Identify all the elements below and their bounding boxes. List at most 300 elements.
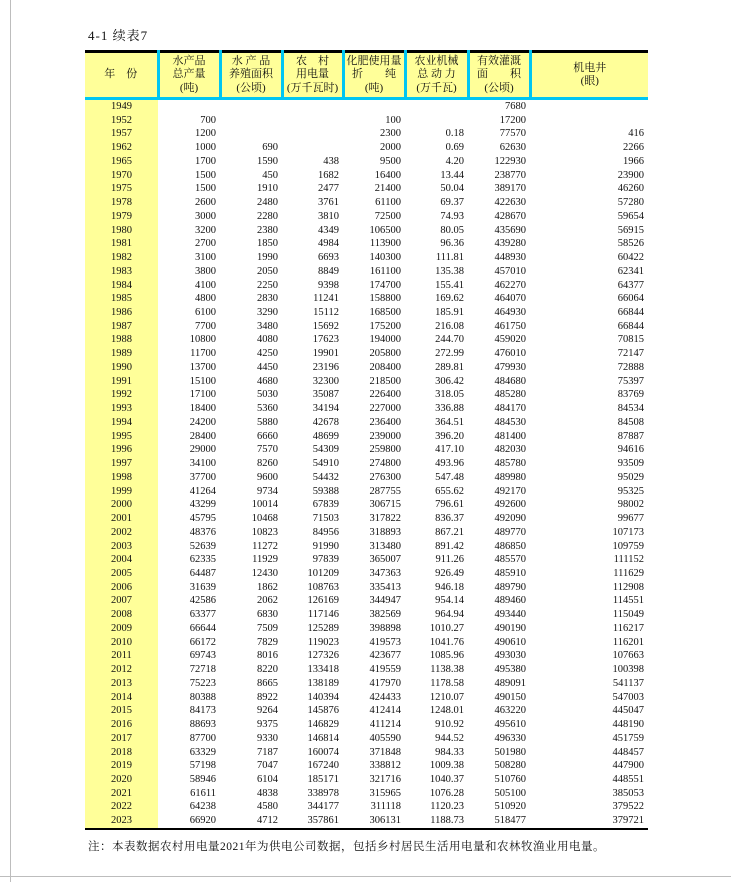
value-cell: 490190 bbox=[494, 622, 526, 634]
value-cell: 4349 bbox=[318, 224, 339, 236]
year-cell: 1981 bbox=[85, 237, 158, 251]
value-cell: 450 bbox=[262, 169, 278, 181]
value-cell: 3761 bbox=[318, 197, 339, 209]
value-cell: 58946 bbox=[189, 773, 216, 785]
value-cell: 493.96 bbox=[435, 458, 464, 470]
table-row bbox=[85, 388, 648, 402]
value-cell: 448457 bbox=[612, 746, 644, 758]
table-row bbox=[85, 800, 648, 814]
value-cell: 287755 bbox=[369, 485, 401, 497]
value-cell: 59654 bbox=[617, 210, 644, 222]
table-row bbox=[85, 787, 648, 801]
year-cell: 1999 bbox=[85, 485, 158, 499]
value-cell: 479930 bbox=[494, 361, 526, 373]
table-row bbox=[85, 540, 648, 554]
year-cell: 1989 bbox=[85, 347, 158, 361]
value-cell: 311118 bbox=[370, 801, 401, 813]
year-cell: 2003 bbox=[85, 540, 158, 554]
value-cell bbox=[282, 127, 343, 141]
value-cell: 335413 bbox=[369, 581, 401, 593]
value-cell: 11272 bbox=[252, 540, 278, 552]
value-cell: 318893 bbox=[369, 526, 401, 538]
year-cell: 1990 bbox=[85, 361, 158, 375]
value-cell bbox=[282, 141, 343, 155]
value-cell: 398898 bbox=[369, 622, 401, 634]
value-cell: 72718 bbox=[189, 664, 216, 676]
table-row bbox=[85, 704, 648, 718]
value-cell: 109759 bbox=[612, 540, 644, 552]
value-cell: 357861 bbox=[307, 815, 339, 827]
value-cell: 1500 bbox=[195, 183, 216, 195]
value-cell bbox=[158, 99, 220, 114]
value-cell: 21400 bbox=[374, 183, 401, 195]
value-cell: 493030 bbox=[494, 650, 526, 662]
value-cell: 3000 bbox=[195, 210, 216, 222]
value-cell: 0.69 bbox=[445, 142, 464, 154]
table-row bbox=[85, 99, 648, 114]
value-cell: 119023 bbox=[307, 636, 339, 648]
value-cell: 84534 bbox=[617, 403, 644, 415]
value-cell: 15692 bbox=[312, 320, 339, 332]
table-row bbox=[85, 471, 648, 485]
value-cell: 4100 bbox=[195, 279, 216, 291]
value-cell: 205800 bbox=[369, 348, 401, 360]
table-row bbox=[85, 759, 648, 773]
year-cell: 2012 bbox=[85, 663, 158, 677]
value-cell: 836.37 bbox=[435, 513, 464, 525]
value-cell: 8220 bbox=[257, 664, 278, 676]
table-row bbox=[85, 279, 648, 293]
value-cell: 114551 bbox=[612, 595, 644, 607]
value-cell: 100 bbox=[385, 114, 401, 126]
value-cell: 41264 bbox=[189, 485, 216, 497]
value-cell: 1138.38 bbox=[430, 664, 464, 676]
value-cell: 62630 bbox=[499, 142, 526, 154]
value-cell: 690 bbox=[262, 142, 278, 154]
value-cell: 2062 bbox=[257, 595, 278, 607]
value-cell: 64377 bbox=[617, 279, 644, 291]
value-cell: 485910 bbox=[494, 567, 526, 579]
value-cell: 3290 bbox=[257, 307, 278, 319]
value-cell: 274800 bbox=[369, 458, 401, 470]
value-cell: 7829 bbox=[257, 636, 278, 648]
year-cell: 2011 bbox=[85, 649, 158, 663]
value-cell: 321716 bbox=[369, 773, 401, 785]
value-cell: 259800 bbox=[369, 444, 401, 456]
value-cell: 867.21 bbox=[435, 526, 464, 538]
value-cell: 3810 bbox=[318, 210, 339, 222]
year-cell: 1962 bbox=[85, 141, 158, 155]
value-cell: 1966 bbox=[623, 155, 644, 167]
value-cell: 6830 bbox=[257, 609, 278, 621]
value-cell: 227000 bbox=[369, 403, 401, 415]
value-cell: 83769 bbox=[617, 389, 644, 401]
value-cell: 216.08 bbox=[435, 320, 464, 332]
value-cell: 112908 bbox=[612, 581, 644, 593]
column-header-line: (眼) bbox=[580, 75, 599, 87]
table-row bbox=[85, 691, 648, 705]
value-cell: 495610 bbox=[494, 719, 526, 731]
value-cell: 1009.38 bbox=[429, 760, 464, 772]
value-cell: 371848 bbox=[369, 746, 401, 758]
value-cell: 2477 bbox=[318, 183, 339, 195]
value-cell: 54309 bbox=[312, 444, 339, 456]
table-row bbox=[85, 663, 648, 677]
year-cell: 1979 bbox=[85, 210, 158, 224]
table-row bbox=[85, 608, 648, 622]
value-cell: 23196 bbox=[312, 361, 339, 373]
column-header-line: 农 村 bbox=[296, 54, 329, 67]
value-cell: 126169 bbox=[307, 595, 339, 607]
column-header-line: 年 份 bbox=[104, 68, 138, 81]
value-cell: 91990 bbox=[312, 540, 339, 552]
value-cell: 8665 bbox=[257, 677, 278, 689]
year-cell: 2004 bbox=[85, 553, 158, 567]
value-cell: 13700 bbox=[189, 361, 216, 373]
value-cell: 423677 bbox=[369, 650, 401, 662]
value-cell: 61100 bbox=[375, 197, 401, 209]
value-cell: 72147 bbox=[617, 348, 644, 360]
value-cell: 100398 bbox=[612, 664, 644, 676]
value-cell: 317822 bbox=[369, 513, 401, 525]
value-cell: 77570 bbox=[499, 128, 526, 140]
value-cell: 419559 bbox=[369, 664, 401, 676]
value-cell: 1682 bbox=[318, 169, 339, 181]
value-cell: 244.70 bbox=[435, 334, 464, 346]
value-cell: 72500 bbox=[374, 210, 401, 222]
value-cell: 18400 bbox=[189, 403, 216, 415]
value-cell: 0.18 bbox=[445, 128, 464, 140]
value-cell: 66064 bbox=[617, 293, 644, 305]
value-cell: 45795 bbox=[189, 513, 216, 525]
value-cell: 4984 bbox=[318, 238, 339, 250]
value-cell: 88693 bbox=[189, 719, 216, 731]
value-cell bbox=[220, 127, 282, 141]
value-cell: 42586 bbox=[189, 595, 216, 607]
value-cell: 3100 bbox=[195, 252, 216, 264]
value-cell: 24200 bbox=[189, 416, 216, 428]
table-row bbox=[85, 443, 648, 457]
year-cell: 1988 bbox=[85, 333, 158, 347]
value-cell: 9500 bbox=[380, 155, 401, 167]
value-cell: 796.61 bbox=[435, 499, 464, 511]
value-cell: 306715 bbox=[369, 499, 401, 511]
value-cell: 175200 bbox=[369, 320, 401, 332]
value-cell: 984.33 bbox=[435, 746, 464, 758]
value-cell: 64238 bbox=[189, 801, 216, 813]
value-cell: 9734 bbox=[257, 485, 278, 497]
column-header-line: 总产量 bbox=[172, 68, 206, 81]
value-cell: 107173 bbox=[612, 526, 644, 538]
value-cell: 464930 bbox=[494, 307, 526, 319]
value-cell: 66844 bbox=[617, 307, 644, 319]
value-cell: 59388 bbox=[312, 485, 339, 497]
value-cell: 71503 bbox=[312, 513, 339, 525]
value-cell: 8849 bbox=[318, 265, 339, 277]
year-cell: 2017 bbox=[85, 732, 158, 746]
value-cell: 66920 bbox=[189, 815, 216, 827]
value-cell: 108763 bbox=[307, 581, 339, 593]
value-cell: 7047 bbox=[257, 760, 278, 772]
value-cell: 95325 bbox=[617, 485, 644, 497]
value-cell: 84173 bbox=[189, 705, 216, 717]
value-cell: 954.14 bbox=[435, 595, 464, 607]
value-cell: 75223 bbox=[189, 677, 216, 689]
value-cell: 1200 bbox=[195, 128, 216, 140]
value-cell: 485780 bbox=[494, 458, 526, 470]
value-cell: 13.44 bbox=[440, 169, 464, 181]
year-cell: 2015 bbox=[85, 704, 158, 718]
value-cell: 238770 bbox=[494, 169, 526, 181]
value-cell: 116217 bbox=[612, 622, 644, 634]
value-cell: 138189 bbox=[307, 677, 339, 689]
value-cell: 396.20 bbox=[435, 430, 464, 442]
value-cell: 336.88 bbox=[435, 403, 464, 415]
value-cell: 4.20 bbox=[445, 155, 464, 167]
value-cell: 226400 bbox=[369, 389, 401, 401]
value-cell: 379721 bbox=[612, 815, 644, 827]
value-cell: 464070 bbox=[494, 293, 526, 305]
table-footnote: 注：本表数据农村用电量2021年为供电公司数据，包括乡村居民生活用电量和农林牧渔业用电量。 bbox=[88, 841, 605, 853]
year-cell: 1983 bbox=[85, 265, 158, 279]
value-cell: 1850 bbox=[257, 238, 278, 250]
value-cell: 69.37 bbox=[440, 197, 464, 209]
value-cell: 185171 bbox=[307, 773, 339, 785]
value-cell: 4838 bbox=[257, 787, 278, 799]
value-cell: 910.92 bbox=[435, 719, 464, 731]
value-cell bbox=[282, 99, 343, 114]
value-cell: 510920 bbox=[494, 801, 526, 813]
value-cell: 8260 bbox=[257, 458, 278, 470]
value-cell: 489770 bbox=[494, 526, 526, 538]
value-cell: 419573 bbox=[369, 636, 401, 648]
value-cell: 964.94 bbox=[435, 609, 464, 621]
value-cell: 111629 bbox=[613, 567, 644, 579]
value-cell: 1700 bbox=[195, 155, 216, 167]
value-cell: 161100 bbox=[369, 265, 401, 277]
value-cell: 1120.23 bbox=[430, 801, 464, 813]
value-cell: 382569 bbox=[369, 609, 401, 621]
value-cell bbox=[530, 99, 648, 114]
year-cell: 1992 bbox=[85, 388, 158, 402]
value-cell: 1040.37 bbox=[429, 773, 464, 785]
column-header-line: (万千瓦时) bbox=[286, 81, 339, 94]
value-cell: 185.91 bbox=[435, 307, 464, 319]
column-header-line: 养殖面积 bbox=[229, 68, 273, 81]
value-cell: 4580 bbox=[257, 801, 278, 813]
table-row bbox=[85, 732, 648, 746]
value-cell: 1210.07 bbox=[429, 691, 464, 703]
value-cell: 6660 bbox=[257, 430, 278, 442]
year-cell: 1965 bbox=[85, 155, 158, 169]
value-cell: 364.51 bbox=[435, 416, 464, 428]
value-cell: 1500 bbox=[195, 169, 216, 181]
value-cell: 3800 bbox=[195, 265, 216, 277]
value-cell: 62341 bbox=[617, 265, 644, 277]
value-cell: 547003 bbox=[612, 691, 644, 703]
year-cell: 1998 bbox=[85, 471, 158, 485]
value-cell: 461750 bbox=[494, 320, 526, 332]
value-cell: 4680 bbox=[257, 375, 278, 387]
value-cell: 50.04 bbox=[440, 183, 464, 195]
table-row bbox=[85, 237, 648, 251]
year-cell: 2019 bbox=[85, 759, 158, 773]
value-cell: 35087 bbox=[312, 389, 339, 401]
value-cell: 417.10 bbox=[435, 444, 464, 456]
value-cell: 10800 bbox=[189, 334, 216, 346]
column-header-line: (吨) bbox=[364, 81, 384, 94]
value-cell: 61611 bbox=[190, 787, 216, 799]
value-cell: 1010.27 bbox=[429, 622, 464, 634]
value-cell: 416 bbox=[628, 128, 644, 140]
value-cell: 490610 bbox=[494, 636, 526, 648]
value-cell: 28400 bbox=[189, 430, 216, 442]
value-cell: 1910 bbox=[257, 183, 278, 195]
value-cell: 482030 bbox=[494, 444, 526, 456]
value-cell: 306.42 bbox=[435, 375, 464, 387]
value-cell: 1990 bbox=[257, 252, 278, 264]
value-cell: 2266 bbox=[623, 142, 644, 154]
value-cell: 11241 bbox=[313, 293, 339, 305]
value-cell: 9375 bbox=[257, 719, 278, 731]
value-cell: 46260 bbox=[617, 183, 644, 195]
value-cell: 167240 bbox=[307, 760, 339, 772]
year-cell: 2006 bbox=[85, 581, 158, 595]
value-cell: 489091 bbox=[494, 677, 526, 689]
value-cell: 140300 bbox=[369, 252, 401, 264]
table-row bbox=[85, 594, 648, 608]
value-cell: 11700 bbox=[190, 348, 216, 360]
value-cell: 484680 bbox=[494, 375, 526, 387]
year-cell: 1957 bbox=[85, 127, 158, 141]
column-header-line: 面 积 bbox=[477, 68, 521, 81]
value-cell: 111152 bbox=[613, 554, 644, 566]
value-cell: 1041.76 bbox=[429, 636, 464, 648]
value-cell: 74.93 bbox=[440, 210, 464, 222]
column-header-rural-electricity bbox=[282, 52, 343, 99]
value-cell: 4712 bbox=[257, 815, 278, 827]
value-cell: 11929 bbox=[252, 554, 278, 566]
value-cell: 96.36 bbox=[440, 238, 464, 250]
value-cell: 347363 bbox=[369, 567, 401, 579]
value-cell: 405590 bbox=[369, 732, 401, 744]
value-cell: 12430 bbox=[251, 567, 278, 579]
value-cell: 946.18 bbox=[435, 581, 464, 593]
value-cell: 34194 bbox=[312, 403, 339, 415]
value-cell: 133418 bbox=[307, 664, 339, 676]
table-row bbox=[85, 141, 648, 155]
value-cell: 493440 bbox=[494, 609, 526, 621]
year-cell: 1949 bbox=[85, 99, 158, 114]
value-cell: 1590 bbox=[257, 155, 278, 167]
value-cell: 9330 bbox=[257, 732, 278, 744]
value-cell: 98002 bbox=[617, 499, 644, 511]
column-header-line: 有效灌溉 bbox=[477, 54, 521, 67]
table-row bbox=[85, 251, 648, 265]
value-cell: 1248.01 bbox=[429, 705, 464, 717]
table-row bbox=[85, 114, 648, 128]
column-header-line: (公顷) bbox=[484, 81, 514, 94]
value-cell: 6693 bbox=[318, 252, 339, 264]
value-cell: 510760 bbox=[494, 773, 526, 785]
value-cell: 2050 bbox=[257, 265, 278, 277]
year-cell: 1997 bbox=[85, 457, 158, 471]
value-cell: 42678 bbox=[312, 416, 339, 428]
value-cell: 4800 bbox=[195, 293, 216, 305]
value-cell bbox=[405, 99, 468, 114]
table-row bbox=[85, 224, 648, 238]
value-cell: 4250 bbox=[257, 348, 278, 360]
value-cell: 16400 bbox=[374, 169, 401, 181]
value-cell: 140394 bbox=[307, 691, 339, 703]
column-header-line: 折 纯 bbox=[352, 68, 396, 81]
value-cell: 3480 bbox=[257, 320, 278, 332]
value-cell: 10468 bbox=[251, 513, 278, 525]
value-cell: 276300 bbox=[369, 471, 401, 483]
value-cell: 505100 bbox=[494, 787, 526, 799]
value-cell: 2380 bbox=[257, 224, 278, 236]
value-cell: 66172 bbox=[189, 636, 216, 648]
value-cell: 448930 bbox=[494, 252, 526, 264]
table-row bbox=[85, 567, 648, 581]
value-cell: 7187 bbox=[257, 746, 278, 758]
table-row bbox=[85, 416, 648, 430]
year-cell: 2010 bbox=[85, 636, 158, 650]
value-cell: 63329 bbox=[189, 746, 216, 758]
value-cell: 80.05 bbox=[440, 224, 464, 236]
value-cell: 168500 bbox=[369, 307, 401, 319]
column-header-line: 化肥使用量 bbox=[346, 54, 402, 67]
table-row bbox=[85, 320, 648, 334]
value-cell: 7509 bbox=[257, 622, 278, 634]
table-row bbox=[85, 814, 648, 829]
value-cell: 462270 bbox=[494, 279, 526, 291]
year-cell: 2005 bbox=[85, 567, 158, 581]
value-cell: 2700 bbox=[195, 238, 216, 250]
value-cell bbox=[530, 114, 648, 128]
value-cell: 481400 bbox=[494, 430, 526, 442]
value-cell: 43299 bbox=[189, 499, 216, 511]
value-cell: 9398 bbox=[318, 279, 339, 291]
table-row bbox=[85, 485, 648, 499]
value-cell: 6104 bbox=[257, 773, 278, 785]
value-cell: 338812 bbox=[369, 760, 401, 772]
value-cell: 125289 bbox=[307, 622, 339, 634]
column-header-line: 水 产 品 bbox=[231, 54, 271, 67]
value-cell: 485570 bbox=[494, 554, 526, 566]
value-cell: 63377 bbox=[189, 609, 216, 621]
value-cell: 422630 bbox=[494, 197, 526, 209]
year-cell: 1986 bbox=[85, 306, 158, 320]
value-cell: 459020 bbox=[494, 334, 526, 346]
table-title: 4-1 续表7 bbox=[88, 28, 149, 43]
year-cell: 1980 bbox=[85, 224, 158, 238]
value-cell: 32300 bbox=[312, 375, 339, 387]
value-cell: 490150 bbox=[494, 691, 526, 703]
value-cell: 87700 bbox=[189, 732, 216, 744]
value-cell: 2480 bbox=[257, 197, 278, 209]
year-cell: 1991 bbox=[85, 375, 158, 389]
value-cell: 6100 bbox=[195, 307, 216, 319]
year-cell: 2000 bbox=[85, 498, 158, 512]
value-cell: 365007 bbox=[369, 554, 401, 566]
value-cell: 94616 bbox=[617, 444, 644, 456]
table-row bbox=[85, 127, 648, 141]
value-cell: 7570 bbox=[257, 444, 278, 456]
column-header-aquaculture-area bbox=[220, 52, 282, 99]
value-cell: 2250 bbox=[257, 279, 278, 291]
value-cell: 385053 bbox=[612, 787, 644, 799]
